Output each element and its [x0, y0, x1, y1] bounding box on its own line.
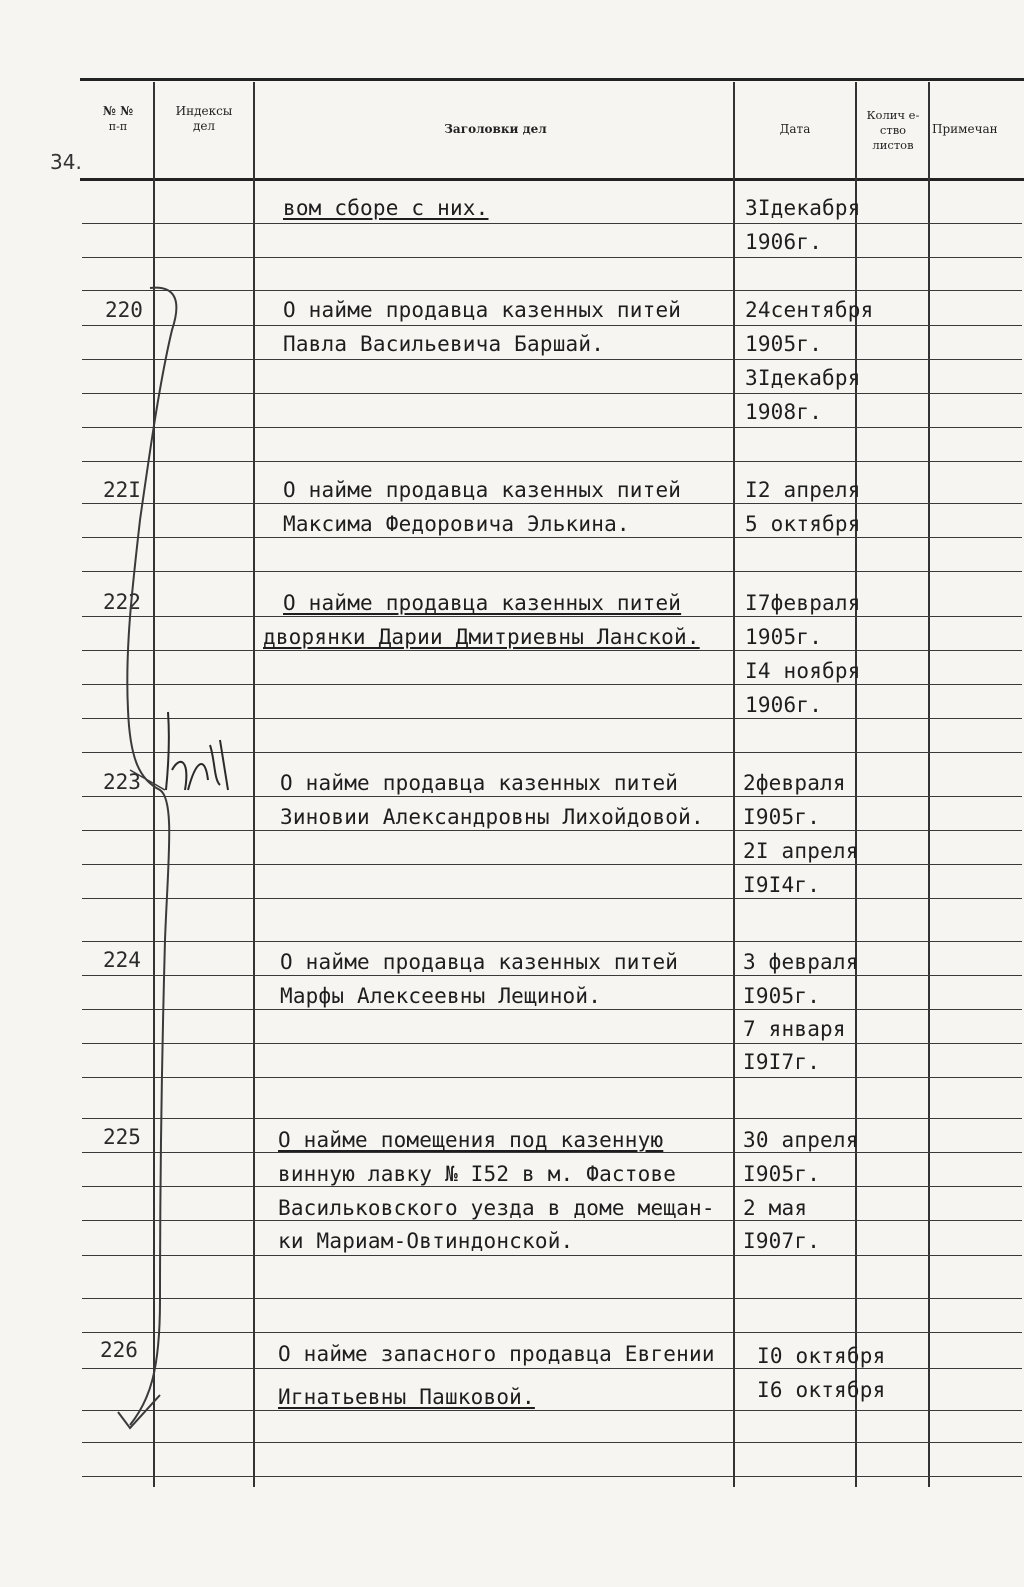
entry-number: 224 — [103, 948, 141, 972]
entry-date-line: I907г. — [743, 1229, 821, 1253]
entry-title-line: Павла Васильевича Баршай. — [283, 332, 605, 356]
entry-date-line: 3Iдекабря — [745, 196, 861, 220]
entry-number: 225 — [103, 1125, 141, 1149]
entry-title-line: Васильковского уезда в доме мещан- — [278, 1196, 715, 1220]
entry-date-line: 1906г. — [745, 230, 823, 254]
header-date: Дата — [779, 122, 811, 136]
entry-title-line: Зиновии Александровны Лихойдовой. — [280, 805, 704, 829]
entry-title-line: О найме помещения под казенную — [278, 1128, 664, 1152]
entry-date-line: I0 октября — [757, 1344, 886, 1368]
bracket-tick — [130, 770, 165, 790]
entry-number: 226 — [100, 1338, 138, 1362]
header-sheets: Колич е- ство листов — [866, 108, 920, 152]
entry-date-line: 3 февраля — [743, 950, 859, 974]
page-number: 34. — [50, 150, 82, 174]
entry-title-line: О найме продавца казенных питей — [280, 771, 679, 795]
entry-number: 222 — [103, 590, 141, 614]
entry-date-line: I7февраля — [745, 591, 861, 615]
entry-date-line: I905г. — [743, 984, 821, 1008]
entry-date-line: 1908г. — [745, 400, 823, 424]
entry-title-line: О найме продавца казенных питей — [283, 478, 682, 502]
entry-title-line: дворянки Дарии Дмитриевны Ланской. — [263, 625, 700, 649]
entry-title-line: вом сборе с них. — [283, 196, 489, 220]
entry-number: 22I — [103, 478, 141, 502]
entry-number: 220 — [105, 298, 143, 322]
entry-date-line: I6 октября — [757, 1378, 886, 1402]
entry-title-line: Игнатьевны Пашковой. — [278, 1385, 535, 1409]
entry-title-line: О найме продавца казенных питей — [283, 591, 682, 615]
entry-number: 223 — [103, 770, 141, 794]
entry-date-line: I4 ноября — [745, 659, 861, 683]
header-index: Индексы дел — [175, 104, 233, 133]
entry-date-line: 3Iдекабря — [745, 366, 861, 390]
entry-date-line: 2I апреля — [743, 839, 859, 863]
entry-date-line: I905г. — [743, 805, 821, 829]
entry-title-line: винную лавку № I52 в м. Фастове — [278, 1162, 677, 1186]
header-num: № № п-п — [102, 104, 134, 133]
signature-mark — [166, 712, 228, 790]
header-title: Заголовки дел — [444, 122, 547, 136]
entry-date-line: I2 апреля — [745, 478, 861, 502]
entry-date-line: 5 октября — [745, 512, 861, 536]
bracket-mark — [127, 288, 176, 1425]
entry-date-line: 7 января — [743, 1017, 846, 1041]
entry-title-line: Марфы Алексеевны Лещиной. — [280, 984, 602, 1008]
entry-title-line: О найме продавца казенных питей — [283, 298, 682, 322]
entry-date-line: I905г. — [743, 1162, 821, 1186]
entry-title-line: О найме запасного продавца Евгении — [278, 1342, 715, 1366]
entry-date-line: I9I7г. — [743, 1050, 821, 1074]
header-notes: Примечан — [932, 122, 998, 136]
entry-title-line: ки Мариам-Овтиндонской. — [278, 1229, 574, 1253]
entry-date-line: 2февраля — [743, 771, 846, 795]
entry-date-line: 2 мая — [743, 1196, 808, 1220]
entry-date-line: 1905г. — [745, 625, 823, 649]
entry-date-line: 1905г. — [745, 332, 823, 356]
entry-date-line: 30 апреля — [743, 1128, 859, 1152]
entry-title-line: Максима Федоровича Элькина. — [283, 512, 630, 536]
entry-date-line: 24сентября — [745, 298, 874, 322]
entry-title-line: О найме продавца казенных питей — [280, 950, 679, 974]
entry-date-line: 1906г. — [745, 693, 823, 717]
entry-date-line: I9I4г. — [743, 873, 821, 897]
